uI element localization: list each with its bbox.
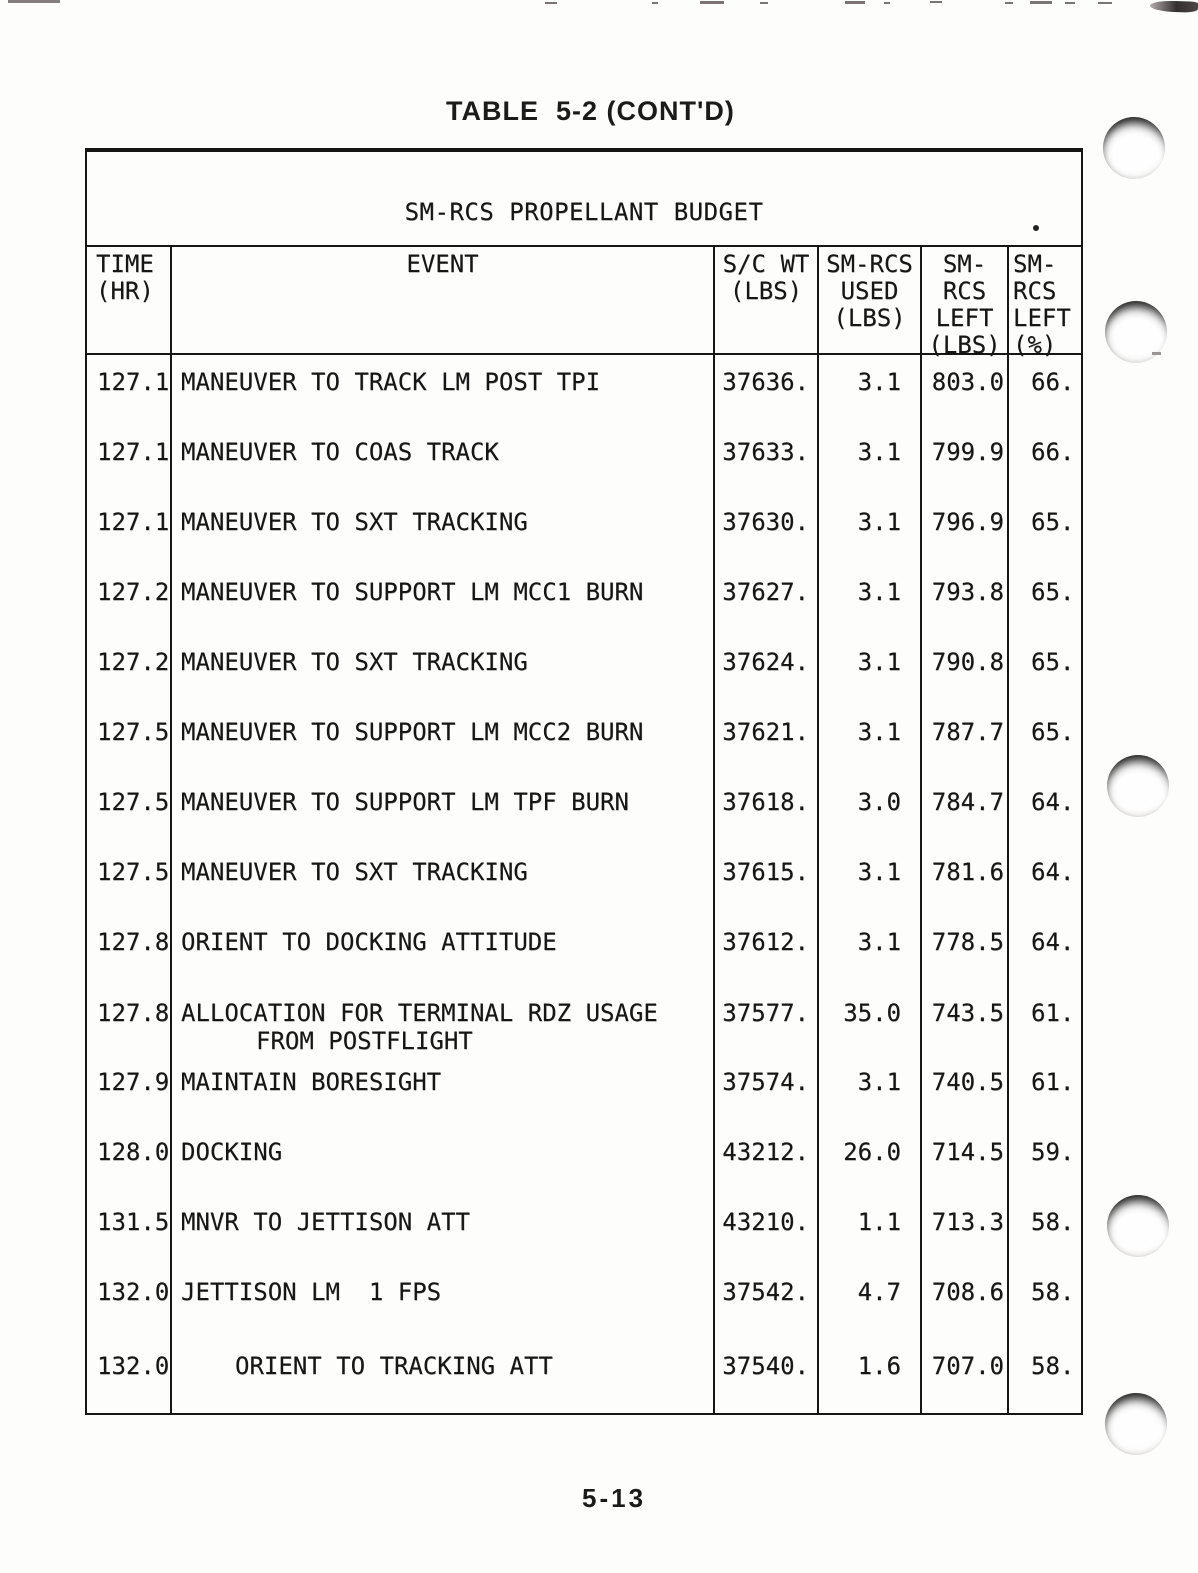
- table-body: [87, 355, 1081, 1413]
- time-cell: 127.1: [87, 425, 172, 495]
- punch-hole: [1105, 1393, 1167, 1455]
- sc-wt-cell: 43210.: [715, 1195, 819, 1265]
- propellant-budget-table: [85, 148, 1083, 1415]
- rcs-pct-cell: 64.: [1031, 788, 1075, 816]
- rcs-pct-cell: 64.: [1031, 928, 1075, 956]
- time-cell: 127.2: [87, 635, 172, 705]
- scan-artifact: [545, 2, 557, 4]
- header-cell-rcs-pct: SM- RCS LEFT (%): [1013, 250, 1071, 359]
- rcs-used-cell: 26.0: [819, 1125, 922, 1195]
- sc-wt-cell: 37615.: [715, 845, 819, 915]
- punch-hole: [1107, 1195, 1169, 1257]
- rcs-pct-cell: 58.: [1031, 1208, 1075, 1236]
- sc-wt-cell: 37636.: [715, 355, 819, 425]
- rcs-pct-cell: 58.: [1031, 1352, 1075, 1380]
- page-number: 5-13: [582, 1483, 647, 1513]
- time-cell: 127.5: [87, 845, 172, 915]
- sc-wt-cell: 43212.: [715, 1125, 819, 1195]
- sc-wt-cell: 37574.: [715, 1055, 819, 1125]
- event-cell: ORIENT TO TRACKING ATT: [172, 1335, 715, 1413]
- rcs-used-cell: 3.1: [819, 355, 922, 425]
- time-cell: 127.5: [87, 705, 172, 775]
- rcs-pct-cell: 61.: [1031, 999, 1075, 1027]
- event-cell: MANEUVER TO SXT TRACKING: [172, 495, 715, 565]
- rcs-left-cell: 713.3: [922, 1195, 1009, 1265]
- event-cell: MNVR TO JETTISON ATT: [172, 1195, 715, 1265]
- event-cell: MANEUVER TO SUPPORT LM TPF BURN: [172, 775, 715, 845]
- rcs-used-cell: 1.6: [819, 1335, 922, 1413]
- rcs-pct-cell: 66.: [1031, 368, 1075, 396]
- scan-artifact: [760, 2, 768, 4]
- scan-artifact: [884, 2, 890, 4]
- rcs-used-cell: 3.1: [819, 565, 922, 635]
- rcs-used-cell: 4.7: [819, 1265, 922, 1335]
- rcs-left-cell: 708.6: [922, 1265, 1009, 1335]
- punch-hole: [1107, 755, 1169, 817]
- sc-wt-cell: 37630.: [715, 495, 819, 565]
- table-title-row: [87, 152, 1081, 247]
- punch-hole: [1103, 117, 1165, 179]
- rcs-left-cell: 799.9: [922, 425, 1009, 495]
- rcs-used-cell: 3.0: [819, 775, 922, 845]
- rcs-left-cell: 714.5: [922, 1125, 1009, 1195]
- time-cell: 127.1: [87, 355, 172, 425]
- event-cell: JETTISON LM 1 FPS: [172, 1265, 715, 1335]
- rcs-used-cell: 3.1: [819, 495, 922, 565]
- scan-artifact: [652, 2, 658, 4]
- rcs-left-cell: 793.8: [922, 565, 1009, 635]
- header-cell-sc-wt: S/C WT (LBS): [715, 247, 819, 359]
- scan-artifact: [700, 1, 724, 4]
- rcs-left-cell: 787.7: [922, 705, 1009, 775]
- time-cell: 127.2: [87, 565, 172, 635]
- rcs-left-cell: 803.0: [922, 355, 1009, 425]
- table-title: SM-RCS PROPELLANT BUDGET: [404, 197, 764, 226]
- sc-wt-cell: 37540.: [715, 1335, 819, 1413]
- scan-artifact: [1030, 1, 1052, 4]
- sc-wt-cell: 37612.: [715, 915, 819, 985]
- header-cell-time: TIME (HR): [87, 247, 172, 359]
- rcs-used-cell: 3.1: [819, 1055, 922, 1125]
- time-cell: 127.5: [87, 775, 172, 845]
- scan-artifact: [1150, 0, 1198, 13]
- rcs-left-cell: 707.0: [922, 1335, 1009, 1413]
- sc-wt-cell: 37624.: [715, 635, 819, 705]
- rcs-pct-cell: 65.: [1031, 508, 1075, 536]
- time-cell: 128.0: [87, 1125, 172, 1195]
- scan-artifact: [1152, 352, 1161, 355]
- rcs-used-cell: 3.1: [819, 845, 922, 915]
- event-cell: MANEUVER TO SUPPORT LM MCC2 BURN: [172, 705, 715, 775]
- rcs-left-cell: 790.8: [922, 635, 1009, 705]
- rcs-pct-cell: 66.: [1031, 438, 1075, 466]
- sc-wt-cell: 37627.: [715, 565, 819, 635]
- page-title: TABLE 5-2 (CONT'D): [446, 96, 735, 126]
- rcs-pct-cell: 58.: [1031, 1278, 1075, 1306]
- scan-artifact: [8, 0, 60, 3]
- event-cell: ORIENT TO DOCKING ATTITUDE: [172, 915, 715, 985]
- rcs-pct-cell: 59.: [1031, 1138, 1075, 1166]
- rcs-pct-cell: 64.: [1031, 858, 1075, 886]
- sc-wt-cell: 37577.: [715, 985, 819, 1055]
- time-cell: 132.0: [87, 1335, 172, 1413]
- rcs-used-cell: 3.1: [819, 425, 922, 495]
- rcs-left-cell: 743.5: [922, 985, 1009, 1055]
- event-cell: DOCKING: [172, 1125, 715, 1195]
- time-cell: 127.8: [87, 985, 172, 1055]
- rcs-left-cell: 784.7: [922, 775, 1009, 845]
- ink-speck: [1033, 225, 1039, 231]
- rcs-pct-cell: 65.: [1031, 718, 1075, 746]
- scan-artifact: [930, 1, 942, 3]
- time-cell: 132.0: [87, 1265, 172, 1335]
- rcs-left-cell: 740.5: [922, 1055, 1009, 1125]
- time-cell: 127.1: [87, 495, 172, 565]
- time-cell: 127.9: [87, 1055, 172, 1125]
- sc-wt-cell: 37618.: [715, 775, 819, 845]
- rcs-pct-cell: 65.: [1031, 648, 1075, 676]
- event-cell: MAINTAIN BORESIGHT: [172, 1055, 715, 1125]
- scan-artifact: [845, 1, 865, 4]
- rcs-used-cell: 3.1: [819, 635, 922, 705]
- time-cell: 127.8: [87, 915, 172, 985]
- event-cell: ALLOCATION FOR TERMINAL RDZ USAGE FROM POSTFLIGHT: [172, 985, 715, 1055]
- rcs-left-cell: 796.9: [922, 495, 1009, 565]
- rcs-pct-cell: 65.: [1031, 578, 1075, 606]
- header-cell-event: EVENT: [172, 247, 715, 359]
- rcs-used-cell: 1.1: [819, 1195, 922, 1265]
- rcs-left-cell: 778.5: [922, 915, 1009, 985]
- rcs-used-cell: 35.0: [819, 985, 922, 1055]
- rcs-used-cell: 3.1: [819, 705, 922, 775]
- event-cell: MANEUVER TO COAS TRACK: [172, 425, 715, 495]
- sc-wt-cell: 37633.: [715, 425, 819, 495]
- table-header-row: [87, 247, 1081, 359]
- header-cell-rcs-left: SM-RCS LEFT (LBS): [922, 247, 1009, 359]
- time-cell: 131.5: [87, 1195, 172, 1265]
- rcs-pct-cell: 61.: [1031, 1068, 1075, 1096]
- event-cell: MANEUVER TO TRACK LM POST TPI: [172, 355, 715, 425]
- header-cell-rcs-used: SM-RCS USED (LBS): [819, 247, 922, 359]
- event-cell: MANEUVER TO SUPPORT LM MCC1 BURN: [172, 565, 715, 635]
- scan-artifact: [1005, 2, 1013, 4]
- scan-artifact: [1065, 2, 1075, 4]
- sc-wt-cell: 37621.: [715, 705, 819, 775]
- sc-wt-cell: 37542.: [715, 1265, 819, 1335]
- event-cell: MANEUVER TO SXT TRACKING: [172, 635, 715, 705]
- event-cell: MANEUVER TO SXT TRACKING: [172, 845, 715, 915]
- scan-artifact: [1098, 2, 1112, 4]
- rcs-left-cell: 781.6: [922, 845, 1009, 915]
- rcs-used-cell: 3.1: [819, 915, 922, 985]
